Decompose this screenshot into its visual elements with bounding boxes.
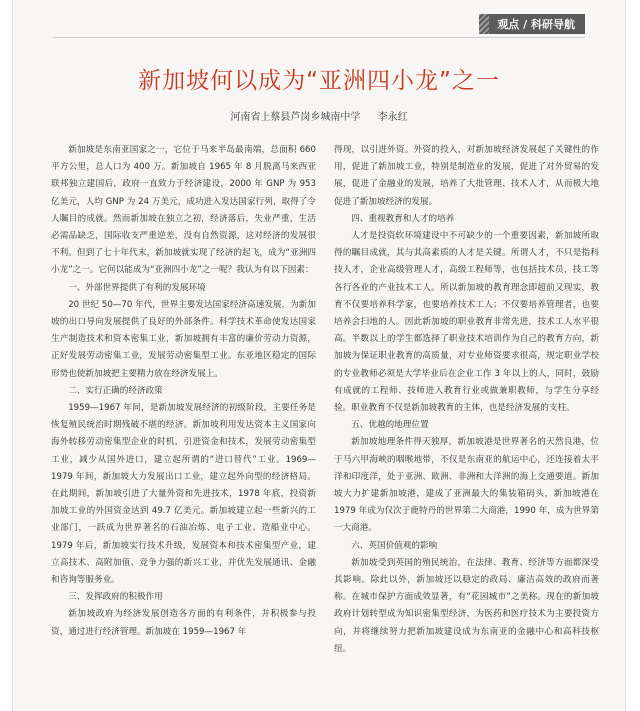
paragraph: 新加坡政府为经济发展创造各方面的有利条件，并积极参与投资，通过进行经济管理。新加坡在 1959—1967 年 — [51, 609, 316, 637]
section-heading: 二、实行正确的经济政策 — [68, 385, 163, 396]
article-body — [51, 142, 599, 711]
author-line — [13, 108, 625, 123]
paragraph: 20 世纪 50—70 年代，世界主要发达国家经济高速发展，为新加坡的出口导向发展提供了良好的外部条件。科学技术革命使发达国家生产制造技术和资本密集工业，新加坡拥有丰富的廉价劳动力资源，正好发展劳动密集工业，发展劳动密集型工业。东亚地区稳定的国际形势也使新加坡把主要精力放在经济发展上。 — [51, 299, 316, 379]
section-tag — [479, 14, 585, 34]
author-school: 河南省上蔡县芦岗乡城南中学 — [230, 112, 361, 123]
section-heading: 五、优越的地理位置 — [351, 420, 429, 431]
article-title: 新加坡何以成为“亚洲四小龙”之一 — [138, 68, 500, 94]
header-rule — [53, 37, 585, 38]
tag-stripe-decoration — [479, 14, 489, 34]
section-tag-label: 观点 / 科研导航 — [497, 18, 575, 31]
paragraph: 新加坡是东南亚国家之一，它位于马来半岛最南端，总面积 660 平方公里，总人口为 400 万。新加坡自 1965 年 8 月脱离马来西亚联邦独立建国后，政府一直致力于经济建设，2000 年 GNP 为 953 亿美元，人均 GNP 为 24 万美元，成功进入发达国家行列，取得了令人瞩目的成就。然而新加坡在独立之初，经济落后，失业严重，生活必需品缺乏，国际收支严重逆差，没有自然资源，这对经济的发展很不利。但到了七十年代末，新加坡就实现了经济的起飞，成为“亚洲四小龙”之一。它何以能成为“亚洲四小龙”之一呢？我认为有以下因素： — [51, 145, 316, 276]
paragraph: 1959—1967 年间，是新加坡发展经济的初级阶段，主要任务是恢复殖民统治时期残破不堪的经济。新加坡利用发达资本主义国家向海外转移劳动密集型企业的时机，引进资金和技术，发展劳动密集型工业，减少从国外进口，建立起所谓的“进口替代”工业。1969—1979 年间，新加坡大力发展出口工业，建立起外向型的经济格局。在此期间，新加坡引进了大量外资和先进技术，1978 年底，投资新加坡工业的外国资金达到 49.7 亿美元。新加坡建立起一些新兴的工业部门，一跃成为世界著名的石油冶炼、电子工业、造船业中心。1979 年后，新加坡实行技术升级，发展资本和技术密集型产业，建立高技术、高附加值、竞争力强的新兴工业，并优先发展通讯、金融和咨询等服务业。 — [51, 403, 316, 586]
author-name: 李永红 — [377, 112, 408, 123]
section-heading: 一、外部世界提供了有利的发展环境 — [68, 282, 206, 293]
section-heading: 三、发挥政府的积极作用 — [68, 592, 163, 603]
section-heading: 六、英国价值观的影响 — [351, 540, 438, 551]
left-column — [51, 142, 316, 711]
paragraph: 新加坡地理条件得天独厚，新加坡港是世界著名的天然良港，位于马六甲海峡的咽喉地带，不仅是东南亚的航运中心，还连接着太平洋和印度洋，处于亚洲、欧洲、非洲和大洋洲的海上交通要道。新加坡大力扩建新加坡港，建成了亚洲最大的集装箱码头，新加坡港在 1979 年成为仅次于鹿特丹的世界第二大商港，1990 年，成为世界第一大商港。 — [334, 437, 599, 534]
section-heading: 四、重视教育和人才的培养 — [351, 213, 455, 224]
magazine-page — [12, 0, 626, 711]
right-column — [334, 142, 599, 711]
paragraph: 得现，以引进外资。外资的投入，对新加坡经济发展起了关键性的作用，促进了新加坡工业，特别是制造业的发展，促进了对外贸易的发展，促进了金融业的发展，培养了大批管理、技术人才，从而极大地促进了新加坡经济的发展。 — [334, 145, 599, 207]
paragraph: 新加坡受到英国的殖民统治，在法律、教育、经济等方面都深受其影响。除此以外，新加坡还以稳定的政局、廉洁高效的政府而著称。在城市保护方面成效显著，有“花园城市”之美称。现在的新加坡政府计划转型成为知识密集型经济，为医药和医疗技术为主要投资方向，并将继续努力把新加坡建设成为东南亚的金融中心和高科技枢纽。 — [334, 557, 599, 654]
paragraph: 人才是投资软环境建设中不可缺少的一个重要因素，新加坡所取得的瞩目成就，其与其高素质的人才是关键。所谓人才，不只是指科技人才，企业高级管理人才，高级工程师等，也包括技术员，技工等各行各业的产业技术工人。所以新加坡的教育理念即超前又现实，教育不仅要培养科学家，也要培养技术工人；不仅要培养管理者，也要培养会扫地的人。因此新加坡的职业教育非常先进，技术工人水平很高。半数以上的学生都选择了职业技术培训作为自己的教育方向，新加坡为保证职业教育的高质量，对专业师资要求很高，规定职业学校的专业教师必须是大学毕业后在企业工作 3 年以上的人，同时，鼓励有成就的工程师、技师进入教育行业或做兼职教师，与学生分享经验。职业教育不仅是新加坡教育的主体，也是经济发展的支柱。 — [334, 231, 599, 414]
